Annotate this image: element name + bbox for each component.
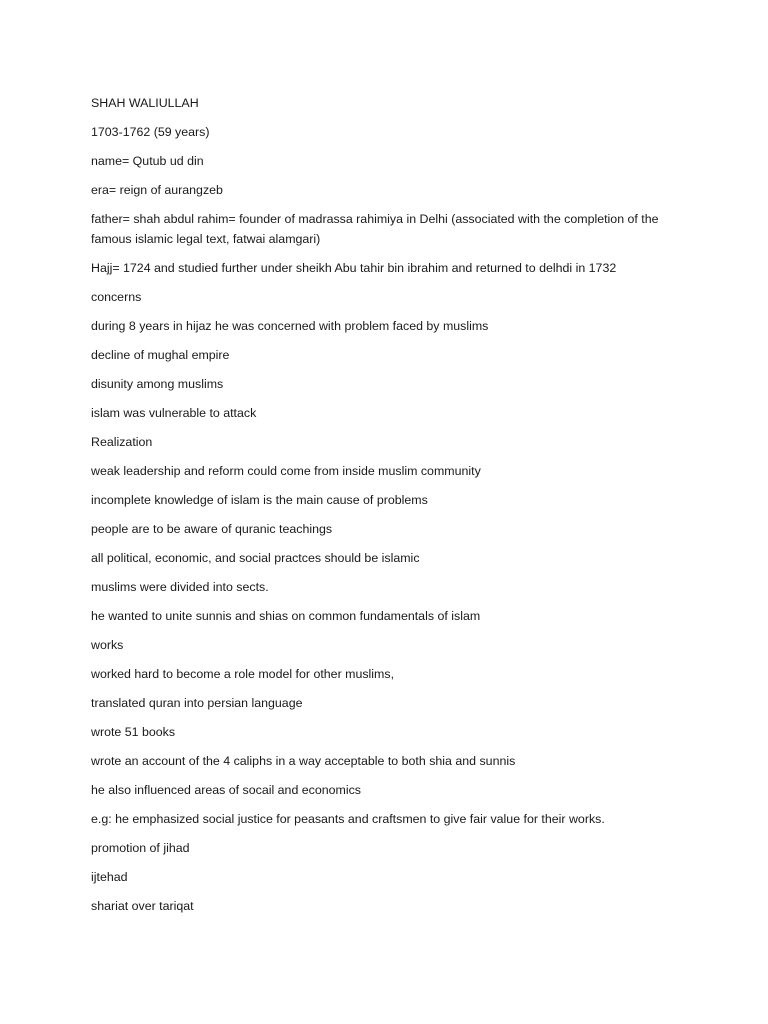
paragraph-disunity: disunity among muslims [91,377,224,391]
paragraph-sects: muslims were divided into sects. [91,580,269,594]
paragraph-leadership: weak leadership and reform could come from inside muslim community [91,464,481,478]
paragraph-ijtehad: ijtehad [91,870,128,884]
paragraph-jihad: promotion of jihad [91,841,190,855]
heading-concerns: concerns [91,290,142,304]
paragraph-mughal-decline: decline of mughal empire [91,348,230,362]
paragraph-dates: 1703-1762 (59 years) [91,125,210,139]
paragraph-role-model: worked hard to become a role model for other muslims, [91,667,395,681]
paragraph-quranic-teachings: people are to be aware of quranic teachings [91,522,333,536]
paragraph-hajj: Hajj= 1724 and studied further under sheikh Abu tahir bin ibrahim and returned to delhdi in 1732 [91,261,617,275]
paragraph-translation: translated quran into persian language [91,696,303,710]
paragraph-social-justice: e.g: he emphasized social justice for peasants and craftsmen to give fair value for their works. [91,812,605,826]
paragraph-shariat: shariat over tariqat [91,899,194,913]
paragraph-social-economics: he also influenced areas of socail and economics [91,783,362,797]
paragraph-knowledge: incomplete knowledge of islam is the main cause of problems [91,493,428,507]
paragraph-books: wrote 51 books [91,725,176,739]
paragraph-era: era= reign of aurangzeb [91,183,223,197]
paragraph-caliphs: wrote an account of the 4 caliphs in a way acceptable to both shia and sunnis [91,754,516,768]
paragraph-vulnerable: islam was vulnerable to attack [91,406,257,420]
document-title: SHAH WALIULLAH [91,96,199,110]
paragraph-unite: he wanted to unite sunnis and shias on common fundamentals of islam [91,609,481,623]
paragraph-hijaz: during 8 years in hijaz he was concerned with problem faced by muslims [91,319,489,333]
paragraph-practices: all political, economic, and social practces should be islamic [91,551,420,565]
document-body [91,93,691,925]
paragraph-name: name= Qutub ud din [91,154,204,168]
heading-realization: Realization [91,435,153,449]
paragraph-father: father= shah abdul rahim= founder of madrassa rahimiya in Delhi (associated with the completion of the famous islamic legal text, fatwai alamgari) [91,212,659,246]
heading-works: works [91,638,124,652]
